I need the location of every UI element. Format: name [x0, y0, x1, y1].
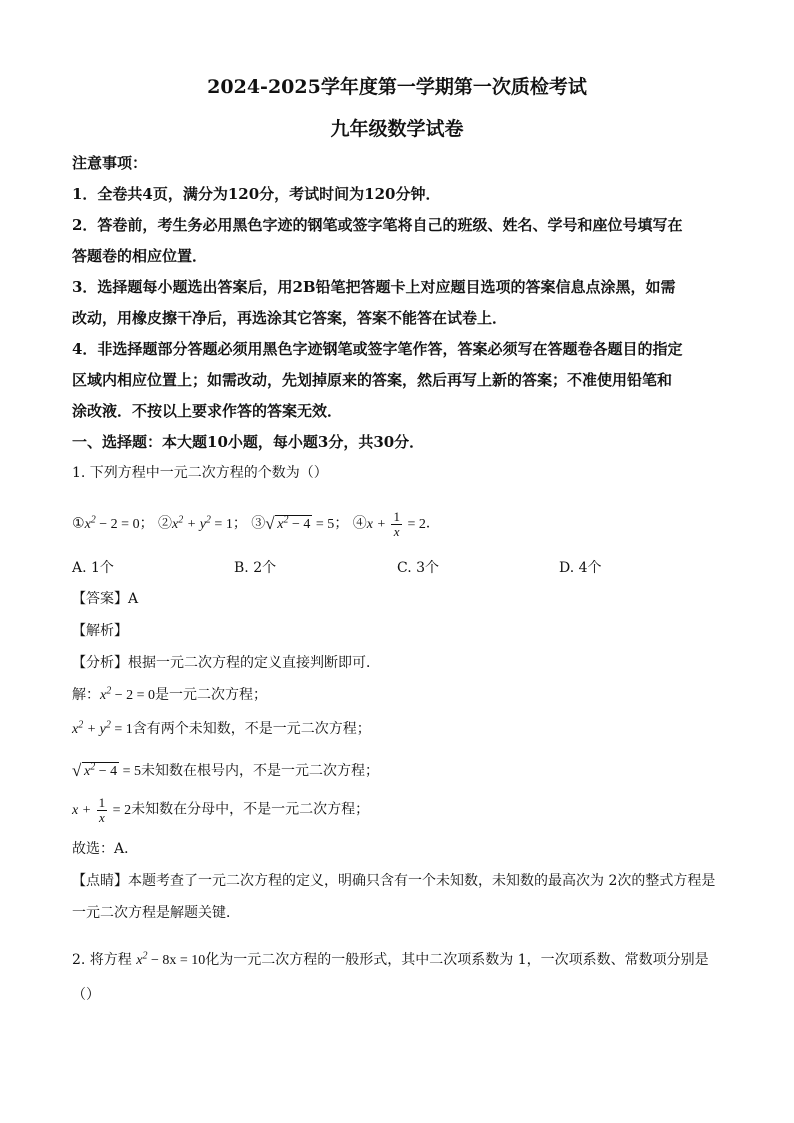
q1-equations: $①x^2 - 2 = 0$； $②x^2 + y^2 = 1$； ③ √ $x^2 - 4 = 5$； ④x + $\frac{1}{x}$ = 2． — [72, 509, 440, 539]
q1-analysis-heading: 【解析】 — [72, 623, 128, 639]
section-1-heading: 一、选择题：本大题10小题，每小题3分，共30分． — [72, 433, 425, 451]
q1-eq1: $x^2 - 2 = 0$ — [84, 514, 140, 532]
q1-solution-2: $x^2 + y^2 = 1$含有两个未知数，不是一元二次方程； — [72, 719, 371, 737]
q1-eq1-label: ① — [72, 515, 85, 532]
q1-solution-1: 解：$x^2 - 2 = 0$是一元二次方程； — [72, 685, 268, 703]
exam-subtitle: 九年级数学试卷 — [330, 118, 464, 140]
notes-heading: 注意事项： — [72, 154, 148, 172]
note-2-line-1: 2．答卷前，考生务必用黑色字迹的钢笔或签字笔将自己的班级、姓名、学号和座位号填写在 — [72, 216, 683, 234]
note-4-line-3: 涂改液．不按以上要求作答的答案无效． — [72, 402, 343, 420]
note-4-line-1: 4．非选择题部分答题必须用黑色字迹钢笔或签字笔作答，答案必须写在答题卷各题目的指定 — [72, 340, 683, 358]
q1-comment-line-1: 【点睛】本题考查了一元二次方程的定义，明确只含有一个未知数，未知数的最高次为 2次的整式方程是 — [72, 873, 716, 889]
q1-solution-4: x + $\frac{1}{x}$ = 2未知数在分母中，不是一元二次方程； — [72, 795, 370, 825]
q1-conclusion: 故选：A． — [72, 841, 139, 857]
q1-stem: 1. 下列方程中一元二次方程的个数为（） — [72, 465, 328, 481]
q1-comment-line-2: 一元二次方程是解题关键． — [72, 905, 240, 921]
q1-eq2: $x^2 + y^2 = 1$ — [172, 514, 233, 532]
q1-choice-d: D. 4个 — [559, 560, 602, 576]
q1-eq4-label: ④ — [352, 515, 367, 532]
q1-eq3-label: ③ — [251, 515, 266, 532]
q2-stem: 2. 将方程 $x^2 - 8x = 10$化为一元二次方程的一般形式，其中二次项系数为 1，一次项系数、常数项分别是 — [72, 950, 709, 968]
q2-stem-line-2: （） — [72, 987, 100, 1003]
q1-solution-3: √ $x^2 - 4 = 5$未知数在根号内，不是一元二次方程； — [72, 761, 380, 780]
exam-title: 2024-2025学年度第一学期第一次质检考试 — [207, 76, 587, 98]
q1-choice-b: B. 2个 — [234, 560, 277, 576]
note-3-line-1: 3．选择题每小题选出答案后，用2B铅笔把答题卡上对应题目选项的答案信息点涂黑，如需 — [72, 278, 676, 296]
q1-choice-c: C. 3个 — [397, 560, 440, 576]
note-1: 1．全卷共4页，满分为120分，考试时间为120分钟． — [72, 185, 441, 203]
note-3-line-2: 改动，用橡皮擦干净后，再选涂其它答案，答案不能答在试卷上． — [72, 309, 508, 327]
q1-eq2-label: ② — [158, 515, 173, 532]
q1-answer: 【答案】A — [72, 591, 139, 607]
q1-choice-a: A. 1个 — [72, 560, 114, 576]
q1-eq4: x + $\frac{1}{x}$ = 2 — [366, 509, 426, 539]
note-2-line-2: 答题卷的相应位置． — [72, 247, 208, 265]
q1-analysis: 【分析】根据一元二次方程的定义直接判断即可． — [72, 655, 380, 671]
note-4-line-2: 区域内相应位置上；如需改动，先划掉原来的答案，然后再写上新的答案；不准使用铅笔和 — [72, 371, 673, 389]
q1-eq3: √ $x^2 - 4 = 5$ — [265, 513, 335, 533]
